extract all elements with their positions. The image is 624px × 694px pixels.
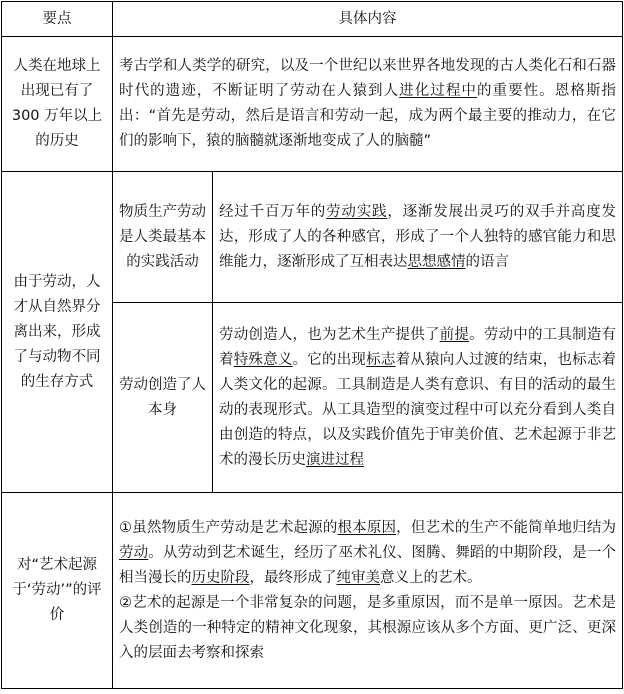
underlined-term: 劳动 (119, 544, 149, 561)
underlined-term: 历史阶段 (191, 569, 250, 586)
text-segment: ①虽然物质生产劳动是艺术起源的 (119, 519, 338, 536)
row2-sub2-content (213, 303, 623, 493)
content-table (1, 1, 623, 689)
text-segment: 经过千百万年的 (219, 203, 327, 220)
text-segment: 的语言 (465, 253, 509, 270)
text-segment: 着从猿向人过渡的结束，也标志着人类文化的起源。工具制造是人类有意识、有目的活动的最生动的表现形式。从工具造型的演变过程中可以充分看到人类自由创造的特点，以及实践价值先于审美价值、艺术起源于非艺术的漫长历史 (219, 351, 617, 468)
text-segment: 劳动创造人，也为艺术生产提供了 (219, 326, 440, 343)
text-segment: 的重要性。恩格斯指出：“首先是劳动，然后是语言和劳动一起，成为两个最主要的推动力，在它们的影响下，猿的脑髓就逐渐地变成了人的脑髓” (119, 83, 617, 149)
underlined-term: 根本原因 (337, 519, 397, 536)
text-segment: ，最终形成了 (249, 569, 337, 586)
underlined-term: 纯审美 (336, 569, 380, 586)
text-segment: 考古学和人类学的研究，以及一个世纪以来世界各地发现的古人类化石和石器时代的遗迹，不断证明了劳动在人猿到人 (119, 58, 616, 99)
header-content: 具体内容 (113, 2, 623, 37)
underlined-term: 前提 (439, 326, 470, 343)
underlined-term: 思想感情 (407, 253, 466, 270)
header-point: 要点 (2, 2, 113, 37)
text-segment: ，逐渐发展出灵巧的双手并高度发达，形成了人的各种感官，形成了一个人独特的感官能力和思维能力，逐渐形成了互相表达 (219, 203, 617, 270)
text-segment: 。劳动中的工具制造有着 (219, 326, 617, 368)
table-header-row (2, 2, 623, 37)
table-row (2, 37, 623, 172)
table-row (2, 493, 623, 689)
row2-sub1-content (213, 172, 623, 303)
underlined-term: 演进过程 (306, 451, 364, 468)
text-segment: 。从劳动到艺术诞生，经历了巫术礼仪、图腾、舞蹈的中期阶段，是一个相当漫长的 (119, 544, 617, 586)
table-row (2, 172, 623, 303)
row1-content (113, 37, 623, 172)
row3-content (113, 493, 623, 689)
row2-point: 由于劳动，人才从自然界分离出来，形成了与动物不同的生存方式 (2, 172, 113, 493)
text-segment: ，但艺术的生产不能简单地归结为 (396, 519, 617, 536)
row3-point: 对“艺术起源于‘劳动’”的评价 (2, 493, 113, 689)
row2-sub1-label: 物质生产劳动是人类最基本的实践活动 (113, 172, 213, 303)
underlined-term: 劳动实践 (326, 203, 388, 220)
underlined-term: 特殊意义 (233, 351, 293, 368)
row1-point: 人类在地球上出现已有了 300 万年以上的历史 (2, 37, 113, 172)
text-segment: 意义上的艺术。 (380, 569, 482, 586)
row2-sub2-label: 劳动创造了人本身 (113, 303, 213, 493)
text-segment: 。它的出现 (292, 351, 367, 368)
underlined-term: 标志 (366, 351, 396, 368)
underlined-term: 进化过程中 (399, 83, 477, 99)
text-segment: ②艺术的起源是一个非常复杂的问题，是多重原因，而不是单一原因。艺术是人类创造的一种特定的精神文化现象，其根源应该从多个方面、更广泛、更深入的层面去考察和探索 (119, 594, 616, 661)
